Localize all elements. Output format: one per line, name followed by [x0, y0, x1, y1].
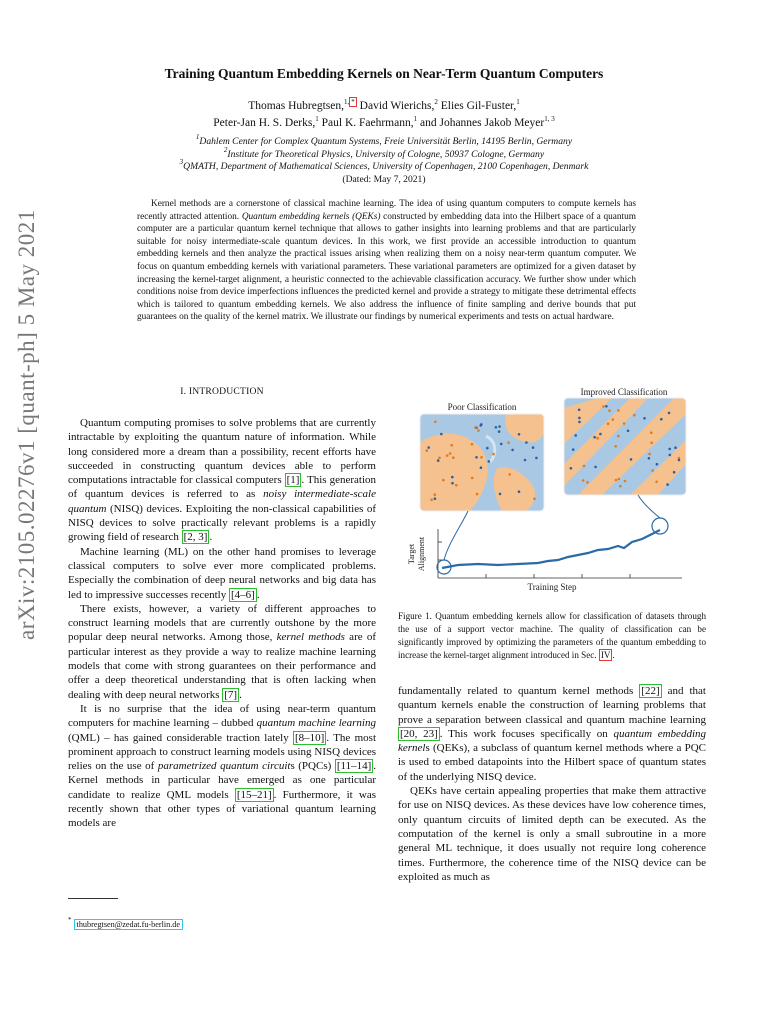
data-point	[499, 493, 502, 496]
alignment-curve	[442, 530, 660, 568]
paragraph	[68, 602, 376, 702]
dated-line: (Dated: May 7, 2021)	[342, 173, 426, 185]
emphasis: quantum machine learning	[256, 717, 376, 730]
data-point	[570, 467, 573, 470]
text: It is no surprise that the idea of using near-term quantum computers for machine learning – dubbed	[68, 702, 376, 730]
data-point	[446, 454, 449, 457]
poor-classification-panel	[420, 402, 544, 511]
author-name: David Wierichs,	[359, 100, 435, 112]
text: . This work focuses specifically on	[439, 727, 614, 740]
data-point	[430, 499, 433, 502]
data-point	[656, 463, 659, 466]
paragraph	[68, 416, 376, 545]
data-point	[586, 481, 589, 484]
data-point	[619, 485, 622, 488]
text: . Kernel methods in particular have emerged as one particular candidate to realize QML models	[68, 760, 376, 801]
data-point	[426, 449, 429, 452]
caption-end: .	[612, 650, 615, 660]
data-point	[507, 441, 510, 444]
data-point	[608, 409, 611, 412]
data-point	[630, 458, 633, 461]
data-point	[605, 405, 608, 408]
data-point	[669, 454, 672, 457]
text: . Furthermore, it was recently shown that other types of variational quantum learning models are	[68, 788, 376, 830]
data-point	[477, 429, 480, 432]
abstract-emphasis: Quantum embedding kernels (QEKs)	[241, 211, 381, 222]
data-point	[574, 434, 577, 437]
data-point	[524, 459, 527, 462]
data-point	[614, 445, 617, 448]
data-point	[440, 433, 443, 436]
citation-link[interactable]: [15–21]	[236, 788, 272, 801]
text: .	[209, 531, 213, 544]
affil-number: 3	[179, 158, 184, 166]
improved-classification-panel	[564, 387, 686, 495]
author-name: Paul K. Faehrmann,	[321, 117, 414, 129]
data-point	[596, 437, 599, 440]
data-point	[480, 466, 483, 469]
data-point	[518, 433, 521, 436]
footnote	[68, 916, 183, 929]
data-point	[648, 457, 651, 460]
data-point	[623, 422, 626, 425]
improved-classification-label: Improved Classification	[580, 387, 668, 397]
abstract	[137, 198, 636, 324]
citation-link[interactable]: [20, 23]	[400, 727, 438, 740]
data-point	[578, 417, 581, 420]
caption-text: Figure 1. Quantum embedding kernels allow for classification of datasets through the use of a support vector machine. The quality of classification can be significantly improved by optimizing the parameters of the quantum embedding to increase the kernel-target alignment introduced in Sec.	[398, 611, 706, 660]
data-point	[643, 417, 646, 420]
footnote-mark: *	[68, 916, 72, 924]
author-affil-sup: 1	[413, 115, 418, 123]
data-point	[650, 442, 653, 445]
citation-link[interactable]: [22]	[641, 685, 660, 697]
data-point	[511, 449, 514, 452]
orange-region	[420, 434, 488, 511]
text: Quantum computing promises to solve problems that are currently intractable by exploiting the quantum nature of information. While long considered more a dream than a possibility, recent efforts have succeeded in constructing quantum devices able to perform computations intractable for classical computers	[68, 417, 376, 487]
abstract-text: Kernel methods are a cornerstone of classical machine learning. The idea of using quantum computers to compute kernels has recently attracted attention.	[137, 199, 636, 222]
data-point	[666, 483, 669, 486]
footnote-rule	[68, 898, 118, 899]
data-point	[578, 421, 581, 424]
data-point	[451, 444, 454, 447]
data-point	[624, 480, 627, 483]
section-reference-link[interactable]: IV	[600, 650, 611, 660]
text: are of particular interest as they provide a way to realize machine learning models that come with strong guarantees on their performance and offer a deep theoretical understanding that is often lacking when dealing with deep neural networks	[68, 631, 376, 701]
paragraph	[68, 545, 376, 602]
affiliations	[0, 133, 768, 186]
data-point	[533, 498, 536, 501]
data-point	[651, 469, 654, 472]
data-point	[678, 459, 681, 462]
data-point	[618, 478, 621, 481]
data-point	[660, 418, 663, 421]
data-point	[471, 477, 474, 480]
text: .	[239, 688, 242, 701]
arxiv-identifier: arXiv:2105.02276v1 [quant-ph] 5 May 2021	[14, 209, 39, 640]
figure-1	[398, 384, 706, 604]
affiliation-line: QMATH, Department of Mathematical Sciences, University of Copenhagen, 2100 Copenhagen, Denmark	[183, 161, 589, 172]
data-point	[607, 422, 610, 425]
author-name: Thomas Hubregtsen,	[248, 100, 345, 112]
citation-link[interactable]: [4–6]	[230, 588, 255, 601]
data-point	[434, 421, 437, 424]
data-point	[615, 479, 618, 482]
citation-link[interactable]: [8–10]	[295, 731, 325, 744]
text: .	[256, 588, 260, 601]
text: Machine learning (ML) on the other hand promises to leverage classical computers to solve ever more complicated problems. Especially the combination of deep neural networks and big data has led to impressive successes recently	[68, 545, 376, 601]
poor-classification-label: Poor Classification	[447, 402, 517, 412]
author-affil-sup: 2	[434, 98, 438, 106]
emphasis: parametrized quantum circuit	[157, 760, 291, 773]
data-point	[627, 430, 630, 433]
text: (NISQ) devices. Exploiting the non-classical capabilities of NISQ devices to solve practically relevant problems is a rapidly growing field of research	[68, 502, 376, 544]
text: fundamentally related to quantum kernel methods	[398, 685, 640, 697]
paragraph	[398, 684, 706, 784]
paragraph: QEKs have certain appealing properties that make them attractive for use on NISQ devices. As these devices have low coherence times, only quantum circuits of limited depth can be executed. As the computation of the kernel is only a small subroutine in a more general ML technique, it does usually not require long coherence times. Furthermore, the coherence time of the NISQ device can be exploited as much as	[398, 785, 706, 883]
y-axis-label-line1: Target	[407, 543, 416, 565]
author-name: Elies Gil-Fuster,	[440, 100, 517, 112]
data-point	[498, 430, 501, 433]
data-point	[451, 482, 454, 485]
connector-line	[638, 495, 660, 518]
text: s (QEKs), a subclass of quantum kernel methods where a PQC is used to embed datapoints into the Hilbert space of quantum states of the underlying NISQ device.	[398, 742, 706, 783]
author-affil-sup: 1	[516, 98, 520, 106]
emphasis: kernel methods	[276, 631, 345, 644]
right-column	[398, 684, 706, 884]
author-affil-sup: 1,	[344, 98, 350, 106]
text: . The most prominent approach to construct learning models using NISQ devices relies on the use of	[68, 731, 377, 773]
text: . This generation of quantum devices is referred to as	[68, 474, 377, 501]
data-point	[451, 476, 454, 479]
data-point	[471, 443, 474, 446]
data-point	[612, 418, 615, 421]
y-axis-label-line2: Alignment	[417, 536, 426, 572]
text: s (PQCs)	[290, 760, 335, 773]
end-marker	[652, 518, 668, 534]
affiliation-line: Institute for Theoretical Physics, University of Cologne, 50937 Cologne, Germany	[227, 148, 545, 160]
data-point	[474, 426, 477, 429]
author-name: Peter-Jan H. S. Derks,	[213, 117, 316, 129]
data-point	[668, 448, 671, 451]
citation-link[interactable]: [1]	[286, 474, 300, 487]
author-affil-sup: 1	[315, 115, 319, 123]
data-point	[673, 471, 676, 474]
affil-number: 1	[195, 133, 200, 141]
author-affil-sup: 1, 3	[544, 115, 555, 123]
data-point	[492, 453, 495, 456]
data-point	[476, 493, 479, 496]
data-point	[495, 426, 498, 429]
data-point	[427, 446, 430, 449]
data-point	[438, 457, 441, 460]
data-point	[475, 456, 478, 459]
data-point	[437, 459, 440, 462]
section-heading: I. INTRODUCTION	[180, 386, 264, 397]
data-point	[668, 412, 671, 415]
author-name: and Johannes Jakob Meyer	[419, 117, 545, 129]
data-point	[648, 453, 651, 456]
data-point	[518, 490, 521, 493]
connector-line	[444, 511, 468, 560]
data-point	[486, 447, 489, 450]
data-point	[455, 484, 458, 487]
data-point	[452, 456, 455, 459]
x-axis-label: Training Step	[527, 582, 577, 592]
emphasis: noisy intermediate-scale quantum	[68, 488, 376, 515]
data-point	[617, 409, 620, 412]
data-point	[480, 456, 483, 459]
emphasis: quantum embedding kernel	[398, 727, 706, 755]
data-point	[532, 446, 535, 449]
figure-caption	[398, 610, 706, 662]
text: There exists, however, a variety of different approaches to construct learning models that are currently outshone by the more popular deep neural networks. Among those,	[68, 602, 376, 644]
data-point	[525, 441, 528, 444]
data-point	[572, 448, 575, 451]
data-point	[498, 425, 501, 428]
data-point	[633, 414, 636, 417]
data-point	[602, 405, 605, 408]
data-point	[578, 409, 581, 412]
citation-link[interactable]: [11–14]	[336, 760, 372, 773]
data-point	[449, 452, 452, 455]
affiliation-line: Dahlem Center for Complex Quantum Systems, Freie Universität Berlin, 14195 Berlin, Germany	[199, 136, 573, 147]
data-point	[434, 497, 437, 500]
text: (QML) – has gained considerable traction lately	[68, 731, 294, 744]
data-point	[599, 433, 602, 436]
affil-number: 2	[223, 145, 228, 154]
text: and that quantum kernels enable the construction of learning problems that prove a separation between classical and quantum machine learning	[398, 685, 706, 726]
data-point	[500, 443, 503, 446]
corresponding-author-link[interactable]: *	[351, 98, 355, 106]
data-point	[655, 481, 658, 484]
paper-title: Training Quantum Embedding Kernels on Near-Term Quantum Computers	[164, 66, 604, 81]
citation-link[interactable]: [2, 3]	[183, 531, 208, 544]
data-point	[583, 465, 586, 468]
email-link[interactable]: thubregtsen@zedat.fu-berlin.de	[74, 919, 183, 930]
data-point	[582, 479, 585, 482]
abstract-text: constructed by embedding data into the Hilbert space of a quantum computer are a particular quantum kernel technique that allows to gather insights into learning problems and that are particularly suitable for noisy intermediate-scale quantum devices. In this work, we first provide an accessible introduction to quantum embedding kernels and then analyze the practical issues arising when realizing them on a noisy near-term quantum computer. We focus on quantum embedding kernels with variational parameters. These variational parameters are optimized for a given dataset by increasing the kernel-target alignment, a heuristic connected to the achievable classification accuracy. We further show under which conditions noise from device imperfections influences the predicted kernel and provide a strategy to mitigate these detrimental effects which is tailored to quantum embedding kernels. We also address the influence of finite sampling and derive bounds that put guarantees on the quality of the kernel matrix. We illustrate our findings by numerical experiments and tests on actual hardware.	[137, 211, 637, 323]
paragraph	[68, 702, 376, 831]
data-point	[442, 479, 445, 482]
data-point	[674, 446, 677, 449]
author-list	[0, 97, 768, 132]
data-point	[593, 436, 596, 439]
data-point	[479, 424, 482, 427]
data-point	[434, 493, 437, 496]
data-point	[508, 473, 511, 476]
data-point	[650, 431, 653, 434]
citation-link[interactable]: [7]	[224, 688, 238, 701]
data-point	[488, 460, 491, 463]
data-point	[535, 457, 538, 460]
data-point	[594, 466, 597, 469]
data-point	[617, 435, 620, 438]
left-column	[68, 416, 376, 831]
